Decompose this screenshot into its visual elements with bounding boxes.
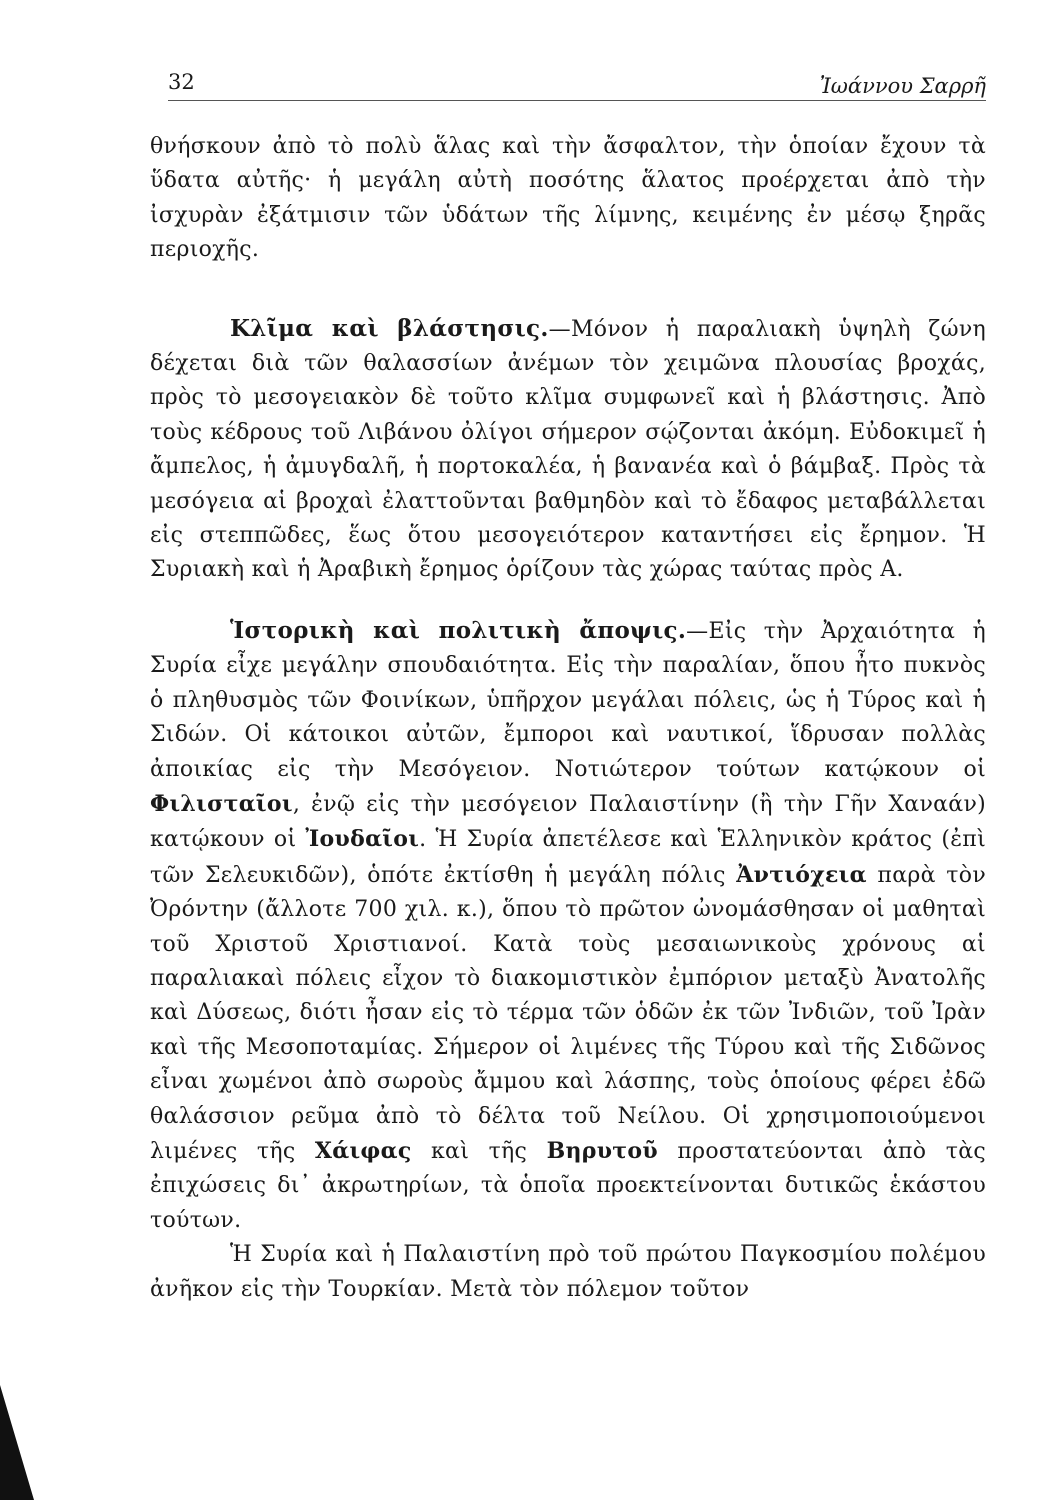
paragraph-text: Μόνον ἡ παραλιακὴ ὑψηλὴ ζώνη δέχεται διὰ τῶν θαλασσίων ἀνέμων τὸν χειμῶνα πλουσίας βροχάς, πρὸς τὸ μεσογειακὸν δὲ τοῦτο κλῖμα συμφωνεῖ καὶ ἡ βλάστησις. Ἀπὸ τοὺς κέδρους τοῦ Λιβάνου ὀλίγοι σήμερον σῴζονται ἀκόμη. Εὐδοκιμεῖ ἡ ἄμπελος, ἡ ἀμυγδαλῆ, ἡ πορτοκαλέα, ἡ βανανέα καὶ ὁ βάμβαξ. Πρὸς τὰ μεσόγεια αἱ βροχαὶ ἐλαττοῦνται βαθμηδὸν καὶ τὸ ἔδαφος μεταβάλλεται εἰς στεππῶδες, ἕως ὅτου μεσογειότερον καταντήσει εἰς ἔρημον. Ἡ Συριακὴ καὶ ἡ Ἀραβικὴ ἔρημος ὁρίζουν τὰς χώρας ταύτας πρὸς Α. bbox=[150, 316, 986, 583]
page-number: 32 bbox=[168, 70, 195, 94]
paragraph-text: παρὰ τὸν Ὀρόντην (ἄλλοτε 700 χιλ. κ.), ὅπου τὸ πρῶτον ὠνομάσθησαν οἱ μαθηταὶ τοῦ Χριστοῦ Χριστιανοί. Κατὰ τοὺς μεσαιωνικοὺς χρόνους αἱ παραλιακαὶ πόλεις εἶχον τὸ διακομιστικὸν ἐμπόριον μεταξὺ Ἀνατολῆς καὶ Δύσεως, διότι ἦσαν εἰς τὸ τέρμα τῶν ὁδῶν ἐκ τῶν Ἰνδιῶν, τοῦ Ἰρὰν καὶ τῆς Μεσοποταμίας. Σήμερον οἱ λιμένες τῆς Τύρου καὶ τῆς Σιδῶνος εἶναι χωμένοι ἀπὸ σωροὺς ἄμμου καὶ λάσπης, τοὺς ὁποίους φέρει ἐδῶ θαλάσσιον ρεῦμα ἀπὸ τὸ δέλτα τοῦ Νείλου. Οἱ χρησιμοποιούμενοι λιμένες τῆς bbox=[150, 862, 986, 1164]
paragraph-dead-sea: θνήσκουν ἀπὸ τὸ πολὺ ἅλας καὶ τὴν ἄσφαλτον, τὴν ὁποίαν ἔχουν τὰ ὕδατα αὐτῆς· ἡ μεγάλη αὐτὴ ποσότης ἅλατος προέρχεται ἀπὸ τὴν ἰσχυρὰν ἐξάτμισιν τῶν ὑδάτων τῆς λίμνης, κειμένης ἐν μέσῳ ξηρᾶς περιοχῆς. bbox=[150, 134, 986, 263]
running-head-author: Ἰωάννου Σαρρῆ bbox=[819, 74, 986, 98]
section-heading-climate: Κλῖμα καὶ βλάστησις. bbox=[230, 314, 549, 342]
paragraph-text: καὶ τῆς bbox=[411, 1138, 547, 1164]
section-heading-history: Ἱστορικὴ καὶ πολιτικὴ ἄποψις. bbox=[230, 616, 687, 644]
paragraph-text: , ἐνῷ εἰς τὴν μεσόγειον Παλαιστίνην (ἢ τὴν Γῆν Χαναάν) κατῴκουν οἱ bbox=[150, 791, 986, 853]
paragraph-text: . Ἡ Συρία ἀπετέλεσε καὶ Ἑλληνικὸν κράτος (ἐπὶ τῶν Σελευκιδῶν), ὁπότε ἐκτίσθη ἡ μεγάλη πόλις bbox=[150, 827, 986, 888]
body-text bbox=[150, 130, 986, 1307]
page-header bbox=[168, 70, 986, 101]
paragraph-text: Εἰς τὴν Ἀρχαιότητα ἡ Συρία εἶχε μεγάλην σπουδαιότητα. Εἰς τὴν παραλίαν, ὅπου ἦτο πυκνὸς ὁ πληθυσμὸς τῶν Φοινίκων, ὑπῆρχον μεγάλαι πόλεις, ὡς ἡ Τύρος καὶ ἡ Σιδών. Οἱ κάτοικοι αὐτῶν, ἔμποροι καὶ ναυτικοί, ἵδρυσαν πολλὰς ἀποικίας εἰς τὴν Μεσόγειον. Νοτιώτερον τούτων κατῴκουν οἱ bbox=[150, 618, 986, 782]
bold-term-jews: Ἰουδαῖοι bbox=[305, 826, 420, 853]
paragraph-history-politics bbox=[150, 614, 986, 1238]
heading-dash: — bbox=[686, 618, 709, 644]
bold-term-antioch: Ἀντιόχεια bbox=[736, 861, 867, 888]
scan-corner-shadow bbox=[0, 1385, 34, 1500]
bold-term-haifa: Χάιφας bbox=[314, 1137, 412, 1164]
bold-term-beirut: Βηρυτοῦ bbox=[546, 1137, 658, 1164]
bold-term-philistines: Φιλισταῖοι bbox=[150, 790, 293, 817]
paragraph-turkey: Ἡ Συρία καὶ ἡ Παλαιστίνη πρὸ τοῦ πρώτου Παγκοσμίου πολέμου ἀνῆκον εἰς τὴν Τουρκίαν. Μετὰ τὸν πόλεμον τοῦτον bbox=[150, 1242, 986, 1302]
paragraph-text: προστατεύονται ἀπὸ τὰς ἐπιχώσεις δι᾽ ἀκρωτηρίων, τὰ ὁποῖα προεκτείνονται δυτικῶς ἑκάστου τούτων. bbox=[150, 1138, 986, 1233]
paragraph-climate-vegetation bbox=[150, 312, 986, 588]
heading-dash: — bbox=[548, 316, 571, 342]
